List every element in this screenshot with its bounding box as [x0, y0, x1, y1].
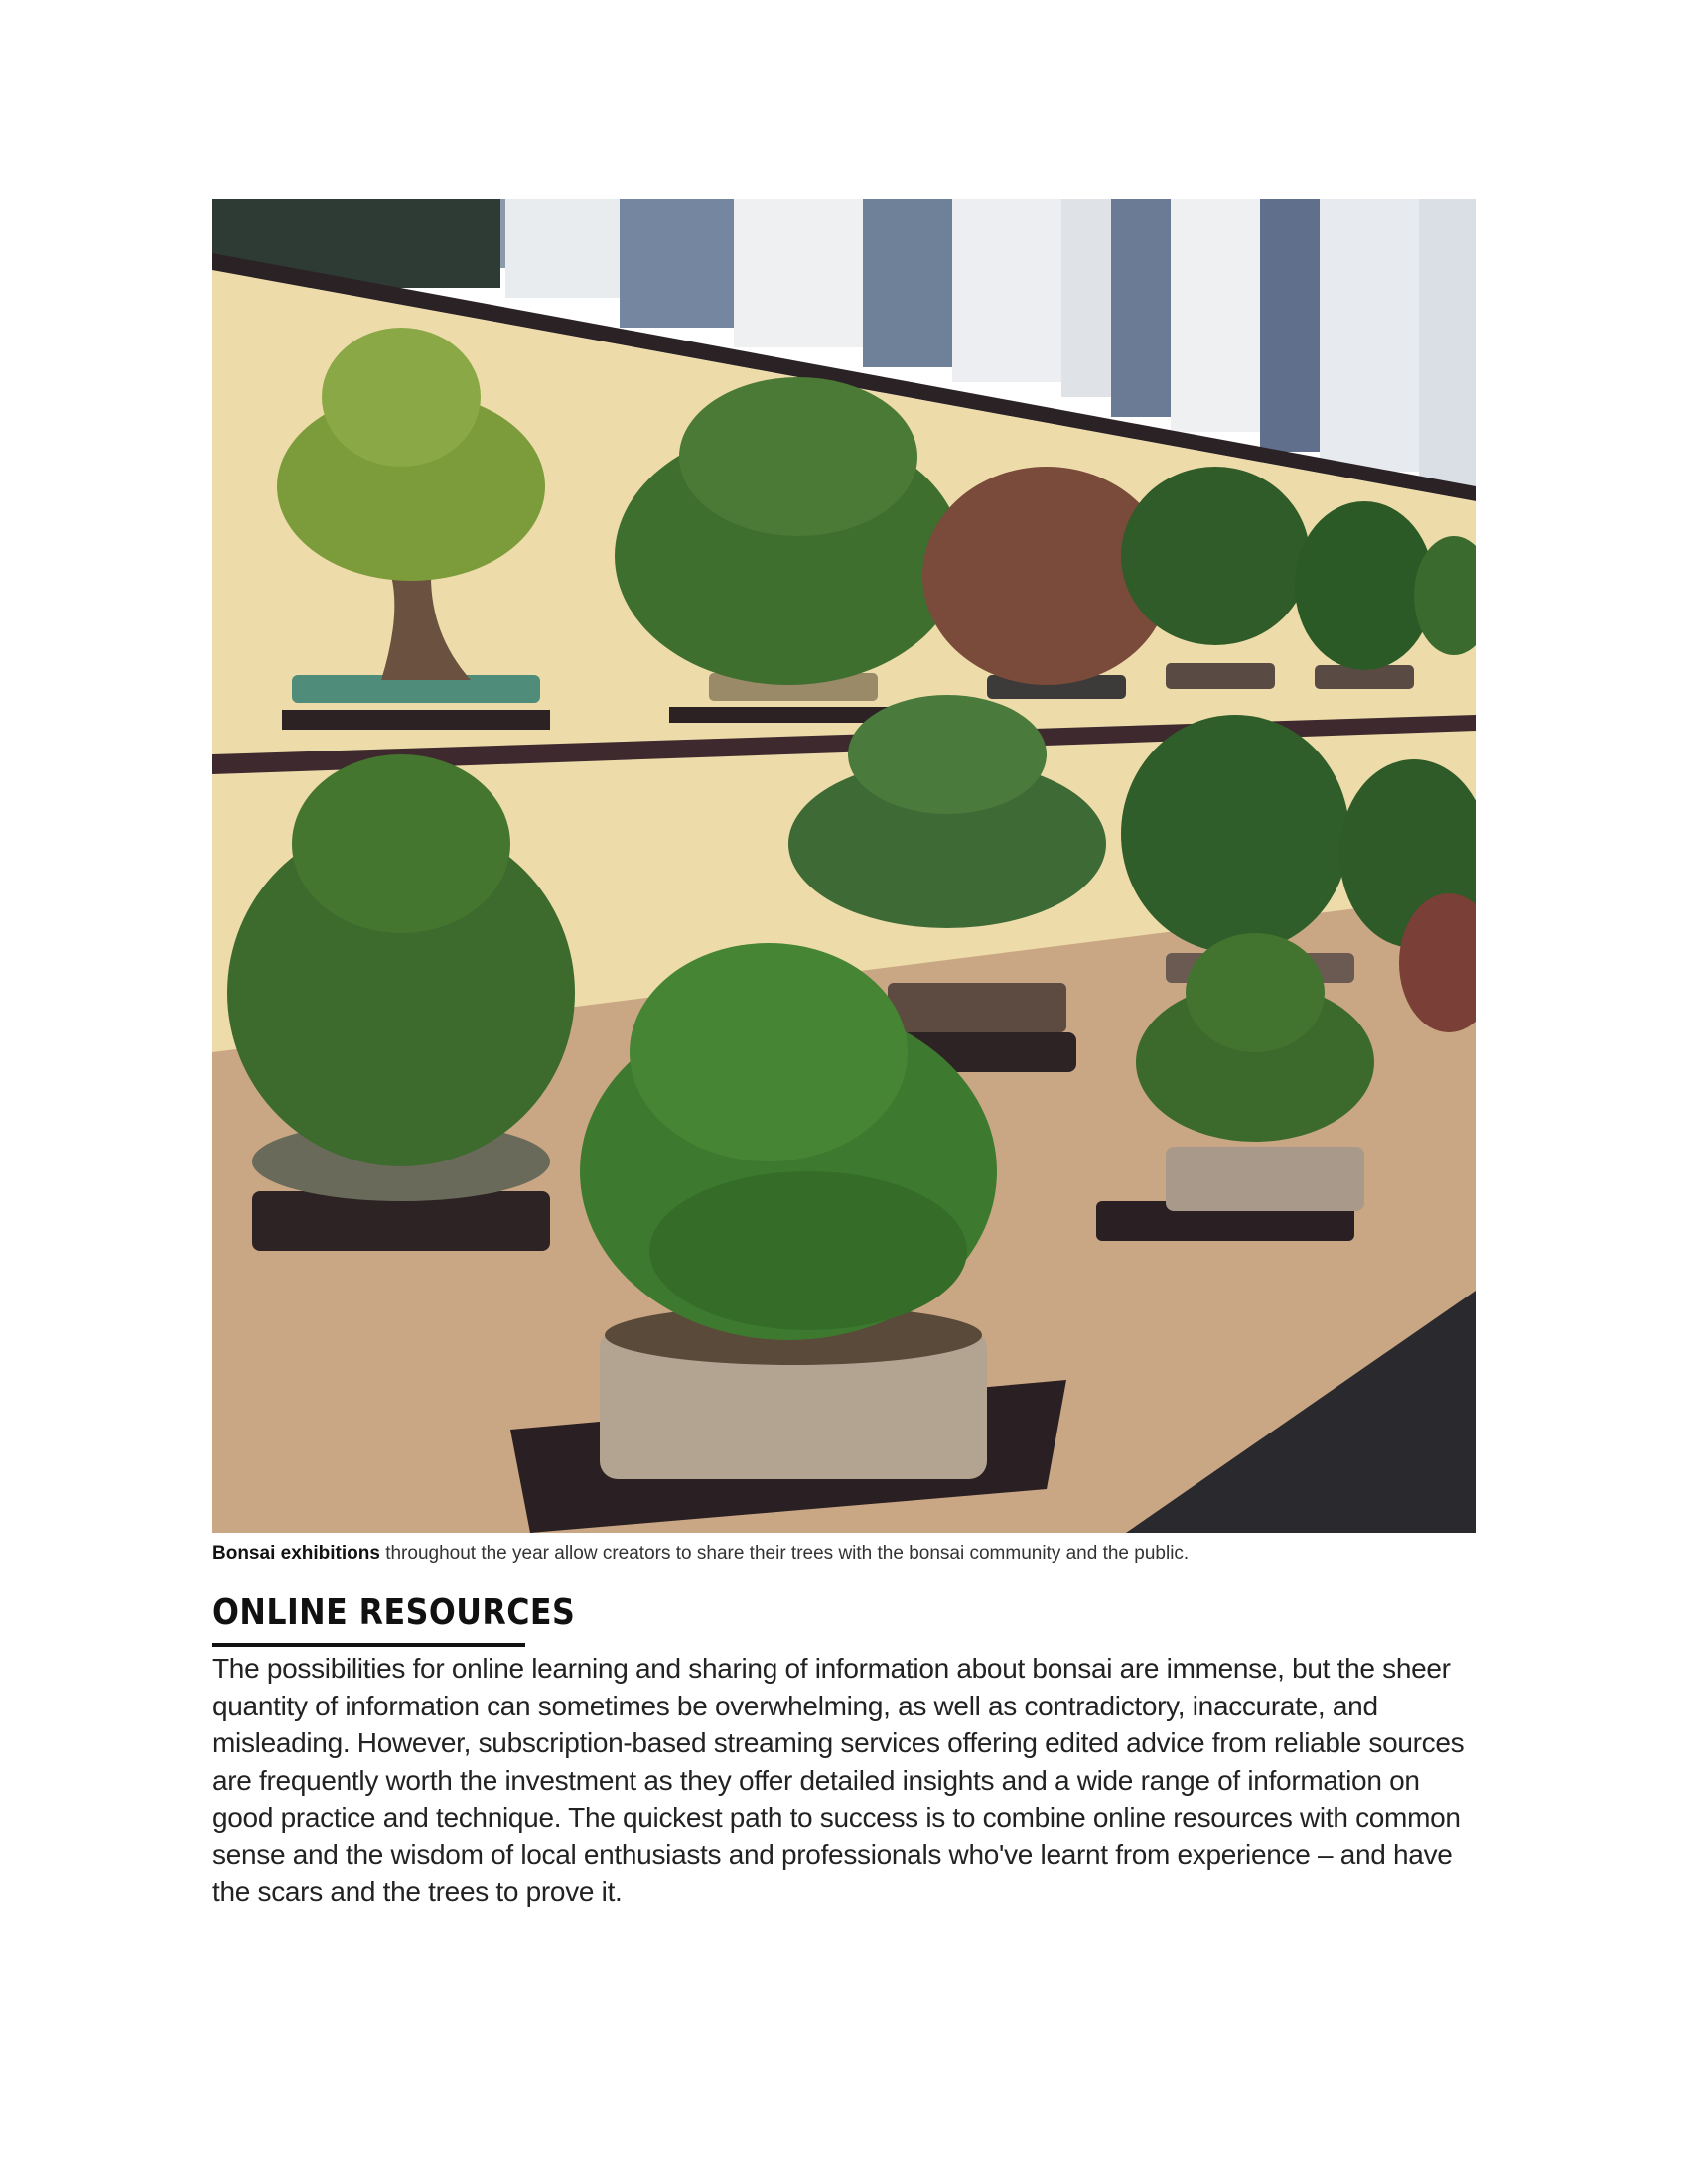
heading-underline: [212, 1643, 525, 1647]
bonsai-exhibition-photo: [212, 199, 1476, 1533]
caption-bold-lead: Bonsai exhibitions: [212, 1543, 380, 1564]
caption-text: throughout the year allow creators to share their trees with the bonsai community and the public.: [379, 1543, 1190, 1564]
section-body-paragraph: The possibilities for online learning and sharing of information about bonsai are immense, but the sheer quantity of information can sometimes be overwhelming, as well as contradictory, inaccurate, and misleading. However, subscription-based streaming services offering edited advice from reliable sources are frequently worth the investment as they offer detailed insights and a wide range of information on good practice and technique. The quickest path to success is to combine online resources with common sense and the wisdom of local enthusiasts and professionals who've learnt from experience – and have the scars and the trees to prove it.: [212, 1653, 1465, 1907]
section-heading: ONLINE RESOURCES: [212, 1592, 576, 1633]
photo-caption: [212, 1541, 1476, 1567]
